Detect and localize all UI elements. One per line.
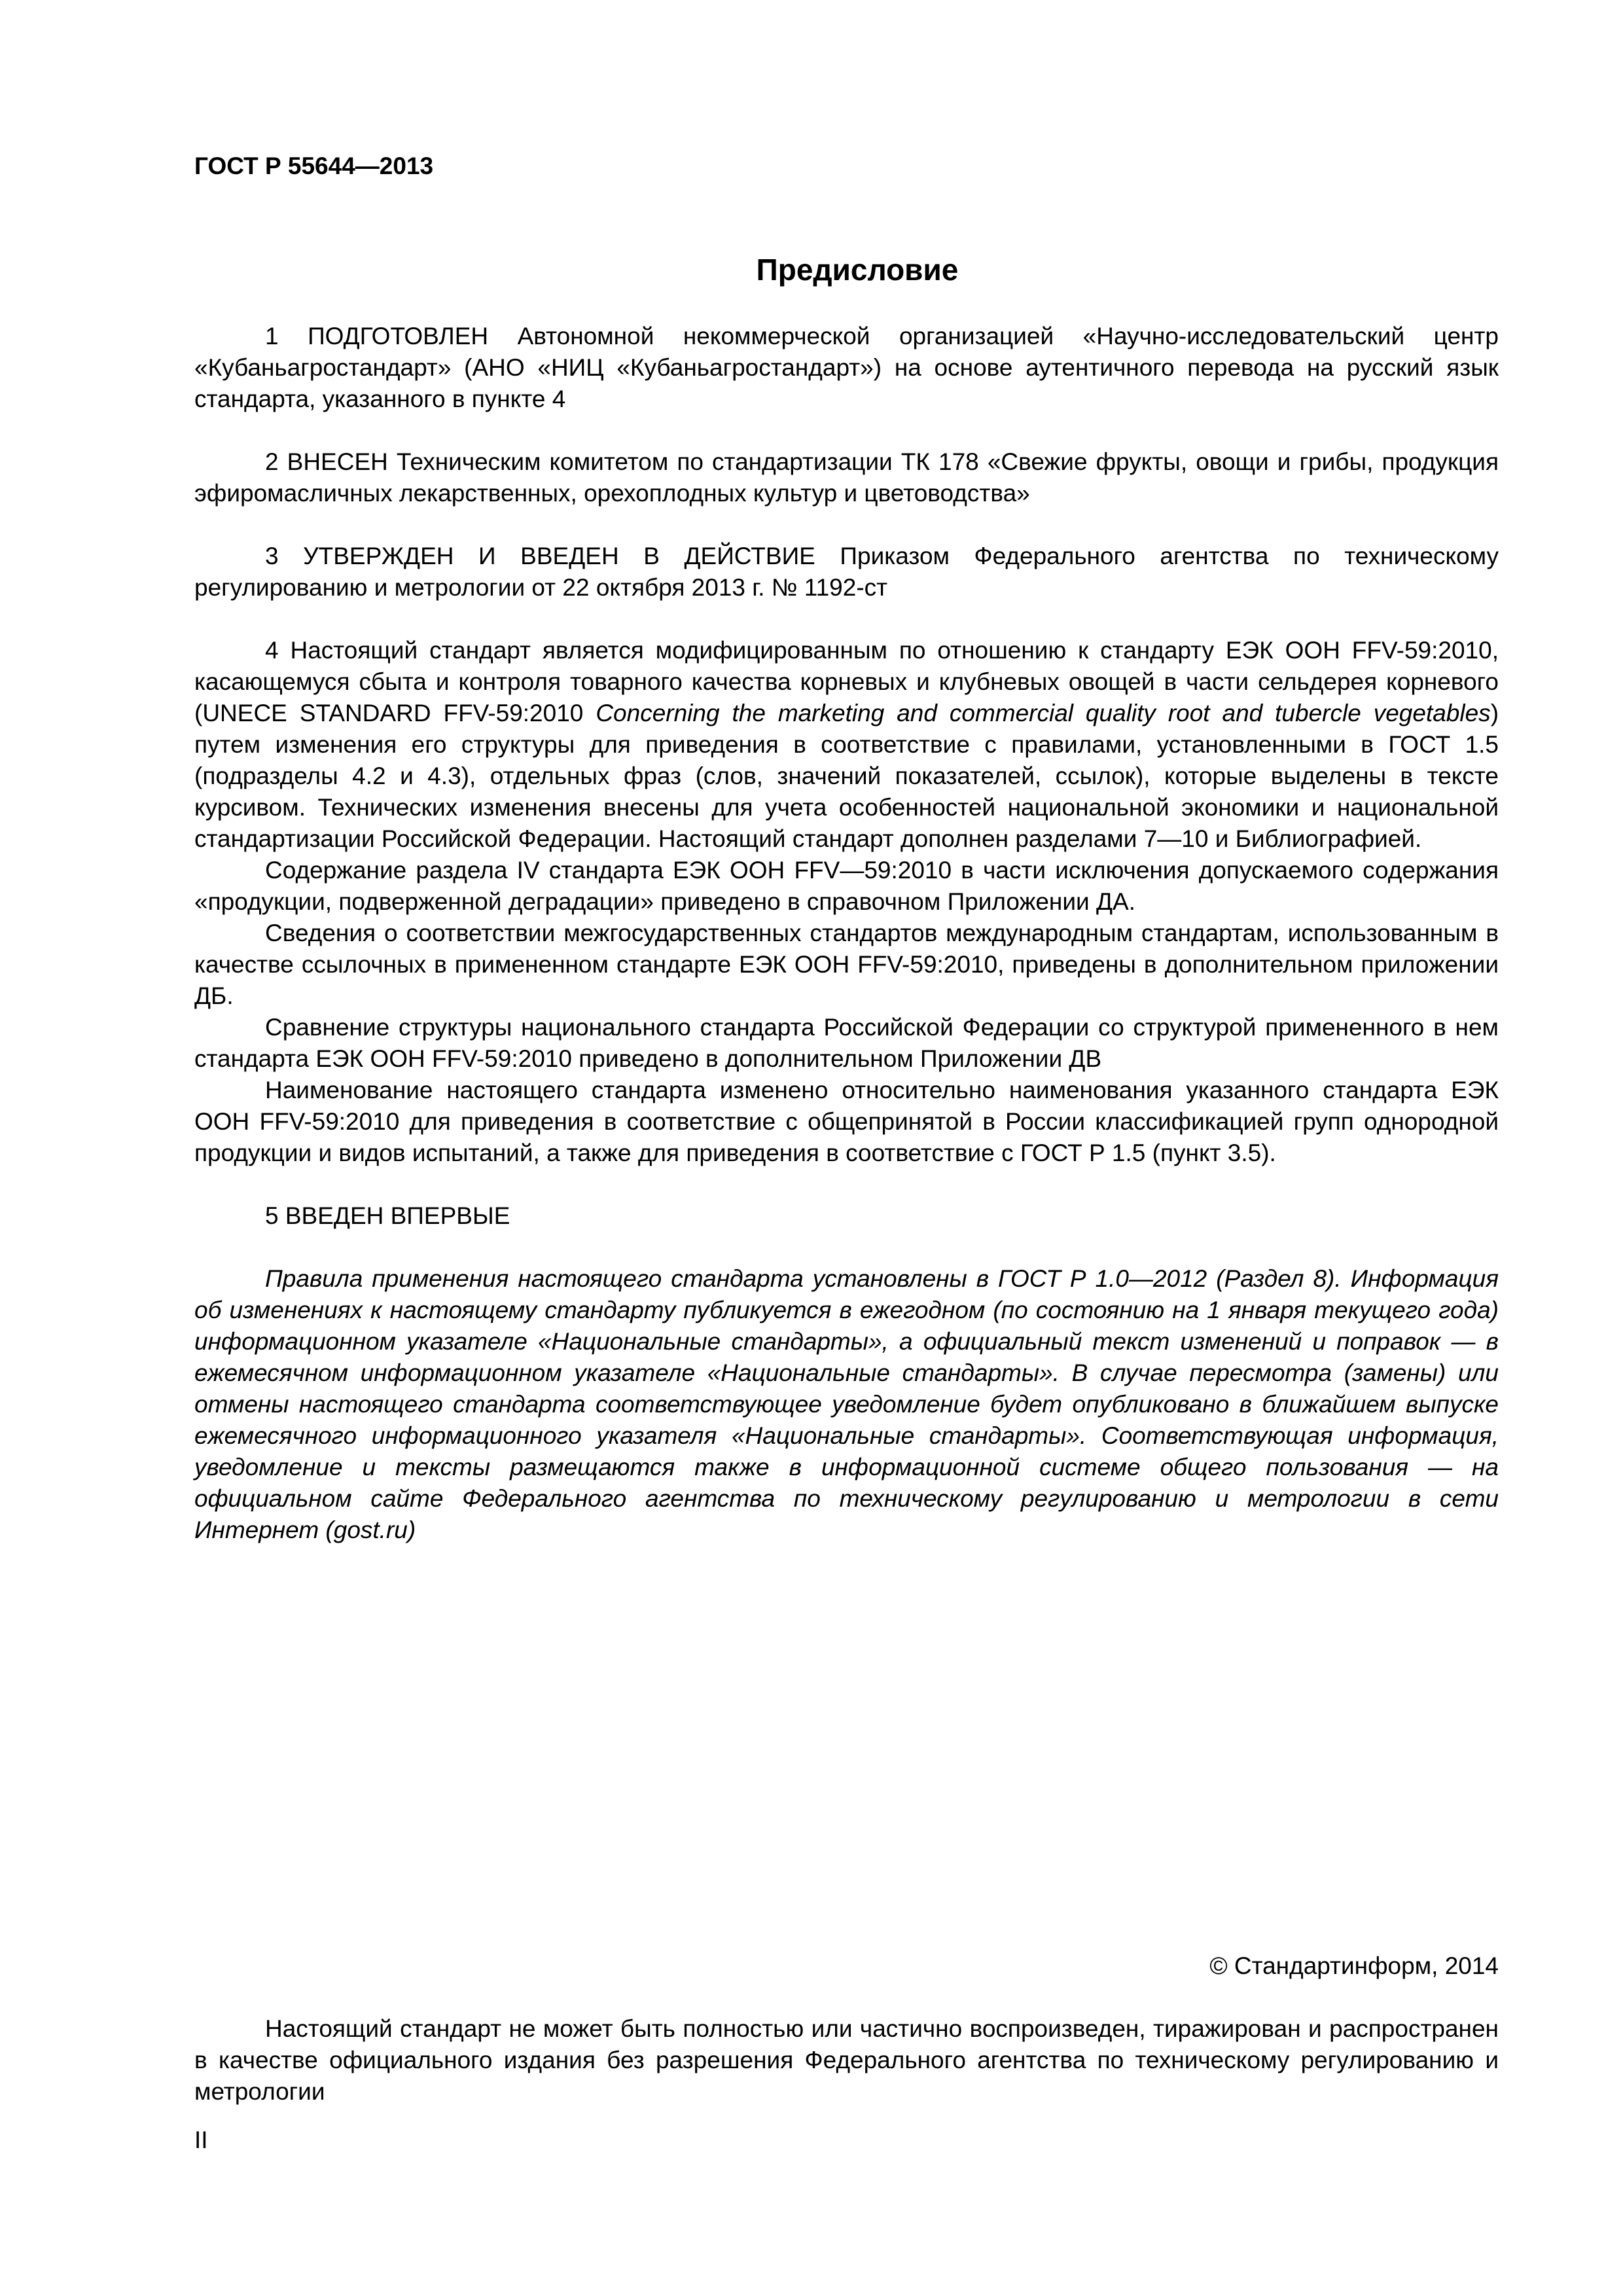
section-4-annex-dv: Сравнение структуры национального стандарта Российской Федерации со структурой примененного в нем стандарта ЕЭК ООН FFV-59:2010 приведено в дополнительном Приложении ДВ	[194, 1014, 1499, 1072]
foreword-body	[194, 321, 1499, 1546]
section-1-prepared: 1 ПОДГОТОВЛЕН Автономной некоммерческой организацией «Научно-исследовательский центр «Кубаньагростандарт» (АНО «НИЦ «Кубаньагростандарт») на основе аутентичного перевода на русский язык стандарта, указанного в пункте 4	[194, 323, 1499, 412]
rules-of-application-notice: Правила применения настоящего стандарта установлены в ГОСТ Р 1.0—2012 (Раздел 8). Информация об изменениях к настоящему стандарту публикуется в ежегодном (по состоянию на 1 января текущего года) информационном указателе «Национальные стандарты», а официальный текст изменений и поправок — в ежемесячном информационном указателе «Национальные стандарты». В случае пересмотра (замены) или отмены настоящего стандарта соответствующее уведомление будет опубликовано в ближайшем выпуске ежемесячного информационного указателя «Национальные стандарты». Соответствующая информация, уведомление и тексты размещаются также в информационной системе общего пользования — на официальном сайте Федерального агентства по техническому регулированию и метрологии в сети Интернет (gost.ru)	[194, 1265, 1499, 1543]
copyright-line: © Стандартинформ, 2014	[1209, 1952, 1499, 1979]
section-4-text-part1: 4 Настоящий стандарт является модифицированным по отношению к стандарту ЕЭК ООН FFV-59:2010, касающемуся сбыта и контроля товарного качества корневых и клубневых овощей в части сельдерея корневого (UNECE STANDARD FFV-59:2010	[194, 637, 1499, 726]
page-title: Предисловие	[756, 253, 959, 287]
section-4-annex-da: Содержание раздела IV стандарта ЕЭК ООН FFV—59:2010 в части исключения допускаемого содержания «продукции, подверженной деградации» приведено в справочном Приложении ДА.	[194, 857, 1499, 915]
page-number: II	[194, 2126, 208, 2153]
section-4-italic-title: Concerning the marketing and commercial quality root and tubercle vegetables	[596, 700, 1491, 726]
section-4-name-change: Наименование настоящего стандарта изменено относительно наименования указанного стандарта ЕЭК ООН FFV-59:2010 для приведения в соответствие с общепринятой в России классификацией групп однородной продукции и видов испытаний, а также для приведения в соответствие с ГОСТ Р 1.5 (пункт 3.5).	[194, 1077, 1499, 1166]
section-2-introduced: 2 ВНЕСЕН Техническим комитетом по стандартизации ТК 178 «Свежие фрукты, овощи и грибы, продукция эфиромасличных лекарственных, орехоплодных культур и цветоводства»	[194, 448, 1499, 507]
document-code-header: ГОСТ Р 55644—2013	[194, 152, 434, 179]
section-4-text-part2: ) путем изменения его структуры для приведения в соответствие с правилами, установленными в ГОСТ 1.5 (подразделы 4.2 и 4.3), отдельных фраз (слов, значений показателей, ссылок), которые выделены в тексте курсивом. Технических изменения внесены для учета особенностей национальной экономики и национальной стандартизации Российской Федерации. Настоящий стандарт дополнен разделами 7—10 и Библиографией.	[194, 700, 1499, 852]
section-4-modification	[194, 635, 1499, 855]
section-5-first-introduced: 5 ВВЕДЕН ВПЕРВЫЕ	[265, 1202, 510, 1229]
section-3-approved: 3 УТВЕРЖДЕН И ВВЕДЕН В ДЕЙСТВИЕ Приказом Федерального агентства по техническому регулированию и метрологии от 22 октября 2013 г. № 1192-ст	[194, 543, 1499, 601]
reproduction-notice: Настоящий стандарт не может быть полностью или частично воспроизведен, тиражирован и распространен в качестве официального издания без разрешения Федерального агентства по техническому регулированию и метрологии	[194, 2015, 1499, 2105]
section-4-annex-db: Сведения о соответствии межгосударственных стандартов международным стандартам, использованным в качестве ссылочных в примененном стандарте ЕЭК ООН FFV-59:2010, приведены в дополнительном приложении ДБ.	[194, 920, 1499, 1009]
